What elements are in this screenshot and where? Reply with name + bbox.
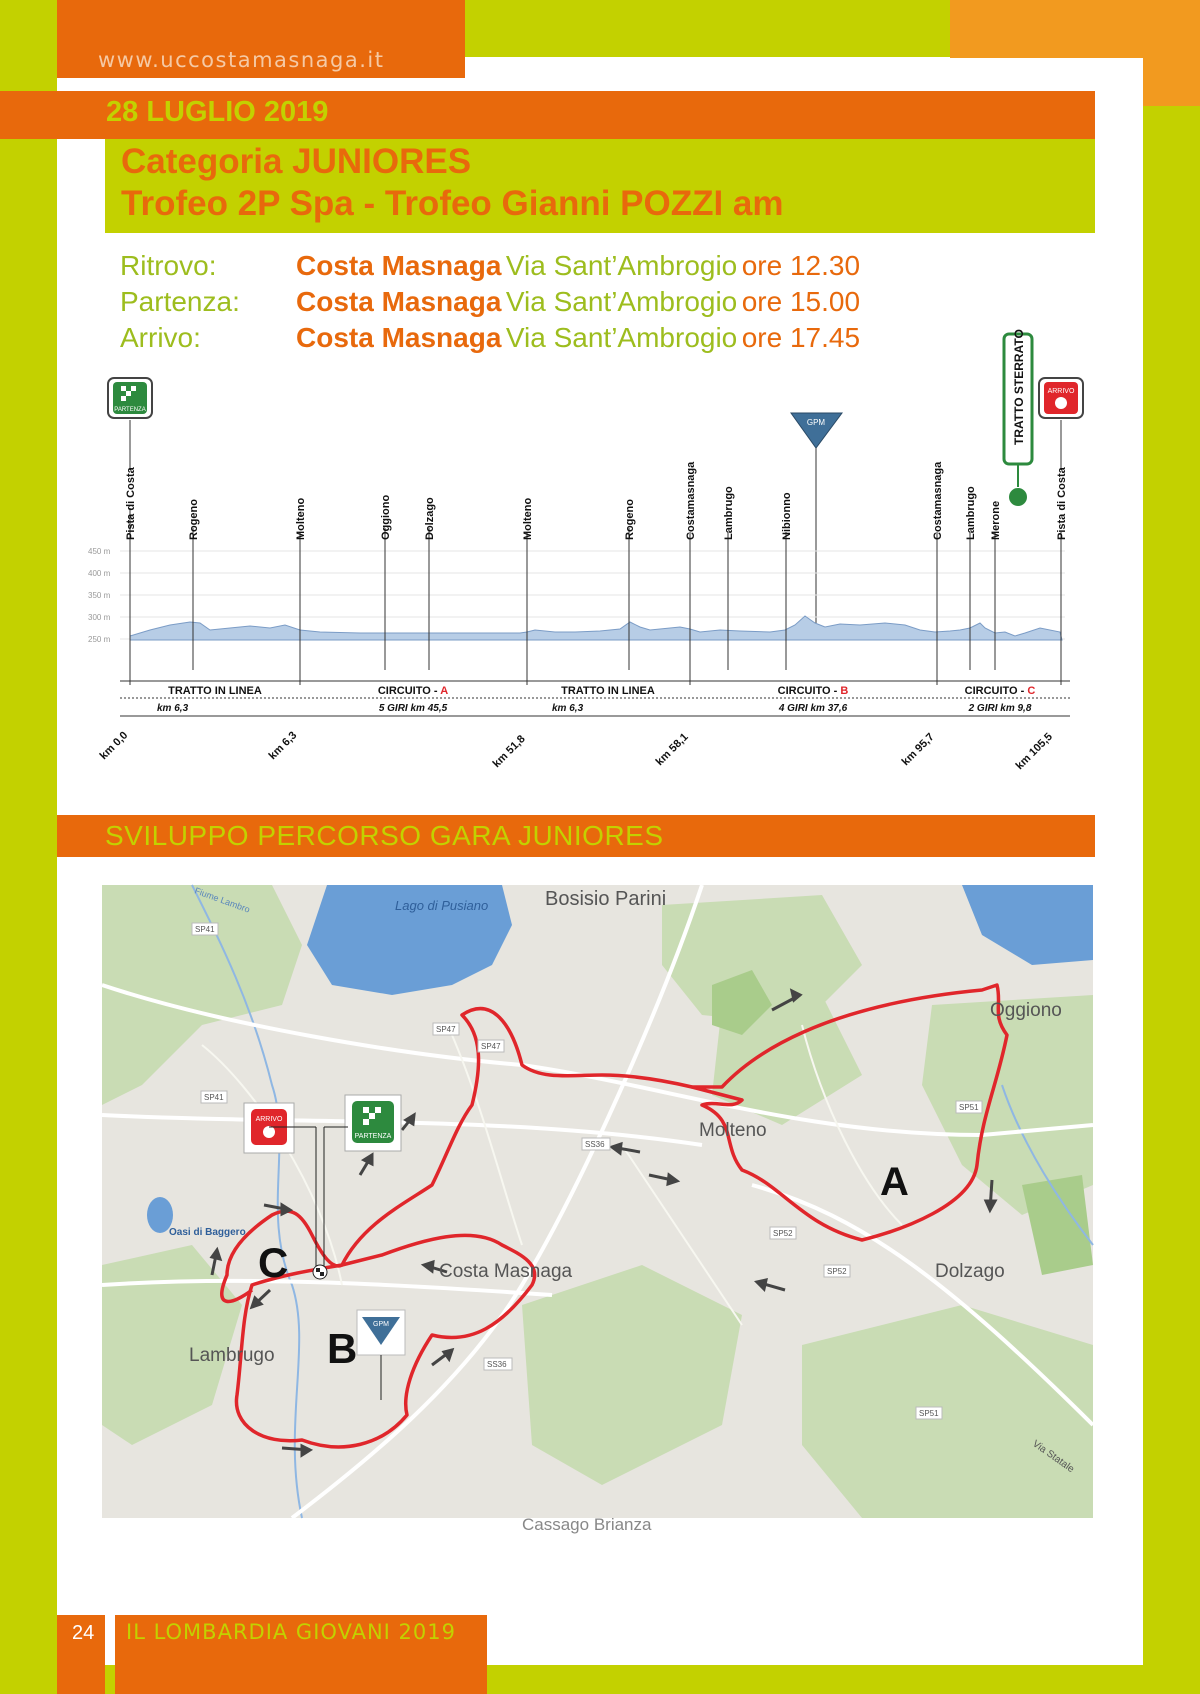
partenza-sign-text: PARTENZA bbox=[114, 407, 146, 413]
info-street: Via Sant’Ambrogio bbox=[505, 286, 738, 317]
arrivo-sign bbox=[1039, 378, 1083, 418]
place-label: Lambrugo bbox=[723, 486, 735, 540]
corner-block bbox=[950, 0, 1200, 58]
km-mark: km 58,1 bbox=[653, 731, 691, 769]
map-start-marker bbox=[345, 1095, 401, 1151]
place-label: Molteno bbox=[522, 497, 534, 540]
map-label-lambrugo: Lambrugo bbox=[189, 1345, 275, 1366]
map-label-via-statale: Via Statale bbox=[1030, 1438, 1077, 1476]
info-place: Costa Masnaga bbox=[296, 250, 502, 281]
info-label: Ritrovo: bbox=[120, 250, 217, 281]
info-street: Via Sant’Ambrogio bbox=[505, 250, 738, 281]
partenza-sign bbox=[108, 378, 152, 418]
road-shield: SP51 bbox=[959, 1103, 979, 1112]
map-gpm-text: GPM bbox=[373, 1321, 389, 1328]
place-label: Lambrugo bbox=[965, 486, 977, 540]
place-label: Nibionno bbox=[781, 492, 793, 540]
trophy-title: Trofeo 2P Spa - Trofeo Gianni POZZI am bbox=[121, 184, 784, 223]
km-mark: km 0,0 bbox=[97, 729, 131, 763]
road-shield: SP41 bbox=[195, 925, 215, 934]
section-name: CIRCUITO - C bbox=[964, 685, 1036, 697]
place-labels bbox=[125, 461, 1068, 540]
place-label: Pista di Costa bbox=[1056, 467, 1068, 540]
km-mark: km 6,3 bbox=[266, 729, 300, 763]
section-name: CIRCUITO - B bbox=[777, 685, 849, 697]
section-name: CIRCUITO - A bbox=[377, 685, 449, 697]
place-lines bbox=[130, 508, 1061, 685]
y-axis-ticks bbox=[88, 547, 111, 644]
place-label: Oggiono bbox=[380, 494, 392, 540]
place-label: Pista di Costa bbox=[125, 467, 137, 540]
section-detail: 2 GIRI km 9,8 bbox=[968, 703, 1032, 714]
map-label-dolzago: Dolzago bbox=[935, 1261, 1005, 1282]
info-row-ritrovo bbox=[120, 248, 1020, 284]
map-label-cassago: Cassago Brianza bbox=[522, 1515, 652, 1534]
road-shield: SP41 bbox=[204, 1093, 224, 1102]
section-title: SVILUPPO PERCORSO GARA JUNIORES bbox=[105, 820, 664, 851]
race-date: 28 LUGLIO 2019 bbox=[106, 96, 329, 128]
map-label-molteno: Molteno bbox=[699, 1120, 767, 1141]
checkered-flag-icon bbox=[313, 1265, 327, 1279]
map-gpm-marker bbox=[357, 1310, 405, 1400]
y-tick: 350 m bbox=[88, 591, 111, 600]
y-tick: 250 m bbox=[88, 635, 111, 644]
section-detail: km 6,3 bbox=[157, 703, 189, 714]
road-shield: SP51 bbox=[919, 1409, 939, 1418]
circuit-label-c: C bbox=[258, 1239, 289, 1286]
gpm-text: GPM bbox=[806, 418, 826, 427]
map-label-oggiono: Oggiono bbox=[990, 1000, 1062, 1021]
info-label: Arrivo: bbox=[120, 322, 201, 353]
info-place: Costa Masnaga bbox=[296, 286, 502, 317]
map-arrivo-text: ARRIVO bbox=[255, 1116, 283, 1123]
road-shield: SS36 bbox=[487, 1360, 507, 1369]
section-details bbox=[157, 703, 1032, 714]
info-row-partenza bbox=[120, 284, 1020, 320]
section-detail: km 6,3 bbox=[552, 703, 584, 714]
page-number: 24 bbox=[72, 1622, 95, 1644]
map-label-costa: Costa Masnaga bbox=[439, 1261, 573, 1282]
info-street: Via Sant’Ambrogio bbox=[505, 322, 738, 353]
corner-block-2 bbox=[1143, 58, 1200, 106]
km-mark: km 95,7 bbox=[899, 731, 937, 769]
km-mark: km 51,8 bbox=[490, 733, 528, 771]
map-label-bosisio: Bosisio Parini bbox=[545, 888, 667, 910]
place-label: Rogeno bbox=[188, 499, 200, 540]
place-label: Costamasnaga bbox=[685, 461, 697, 540]
circuit-label-b: B bbox=[327, 1325, 358, 1372]
footer-title: IL LOMBARDIA GIOVANI 2019 bbox=[126, 1620, 456, 1644]
road-shield: SP47 bbox=[436, 1025, 456, 1034]
road-shield: SP52 bbox=[773, 1229, 793, 1238]
place-label: Costamasnaga bbox=[932, 461, 944, 540]
map-green-areas bbox=[102, 885, 1093, 1518]
info-label: Partenza: bbox=[120, 286, 240, 317]
section-detail: 5 GIRI km 45,5 bbox=[378, 703, 448, 714]
road-shield: SP47 bbox=[481, 1042, 501, 1051]
map-canvas bbox=[102, 885, 1093, 1534]
profile-gridlines bbox=[120, 551, 1065, 639]
map-label-oasi: Oasi di Baggero bbox=[169, 1227, 246, 1238]
map-partenza-text: PARTENZA bbox=[354, 1133, 392, 1140]
route-map[interactable] bbox=[102, 885, 1093, 1534]
km-marks bbox=[98, 729, 1055, 772]
road-shield: SP52 bbox=[827, 1267, 847, 1276]
map-finish-marker bbox=[244, 1103, 294, 1153]
y-tick: 400 m bbox=[88, 569, 111, 578]
y-tick: 300 m bbox=[88, 613, 111, 622]
info-time: ore 17.45 bbox=[741, 322, 861, 353]
website-url[interactable]: www.uccostamasnaga.it bbox=[98, 48, 385, 72]
road-shield: SS36 bbox=[585, 1140, 605, 1149]
section-name: TRATTO IN LINEA bbox=[168, 685, 262, 697]
info-time: ore 15.00 bbox=[741, 286, 861, 317]
info-time: ore 12.30 bbox=[741, 250, 861, 281]
section-name: TRATTO IN LINEA bbox=[561, 685, 655, 697]
circuit-label-a: A bbox=[880, 1160, 909, 1204]
elevation-area bbox=[130, 616, 1062, 640]
km-mark: km 105,5 bbox=[1013, 730, 1055, 773]
y-tick: 450 m bbox=[88, 547, 111, 556]
place-label: Molteno bbox=[295, 497, 307, 540]
map-label-lambro: Fiume Lambro bbox=[193, 885, 252, 915]
section-detail: 4 GIRI km 37,6 bbox=[778, 703, 848, 714]
sterrato-text: TRATTO STERRATO bbox=[1012, 329, 1026, 445]
place-label: Merone bbox=[990, 500, 1002, 540]
category-title: Categoria JUNIORES bbox=[121, 142, 472, 181]
info-place: Costa Masnaga bbox=[296, 322, 502, 353]
map-label-lake: Lago di Pusiano bbox=[395, 898, 489, 913]
section-names bbox=[168, 685, 1035, 697]
place-label: Dolzago bbox=[424, 497, 436, 540]
place-label: Rogeno bbox=[624, 499, 636, 540]
arrivo-sign-text: ARRIVO bbox=[1047, 388, 1075, 395]
gpm-marker bbox=[791, 413, 842, 448]
